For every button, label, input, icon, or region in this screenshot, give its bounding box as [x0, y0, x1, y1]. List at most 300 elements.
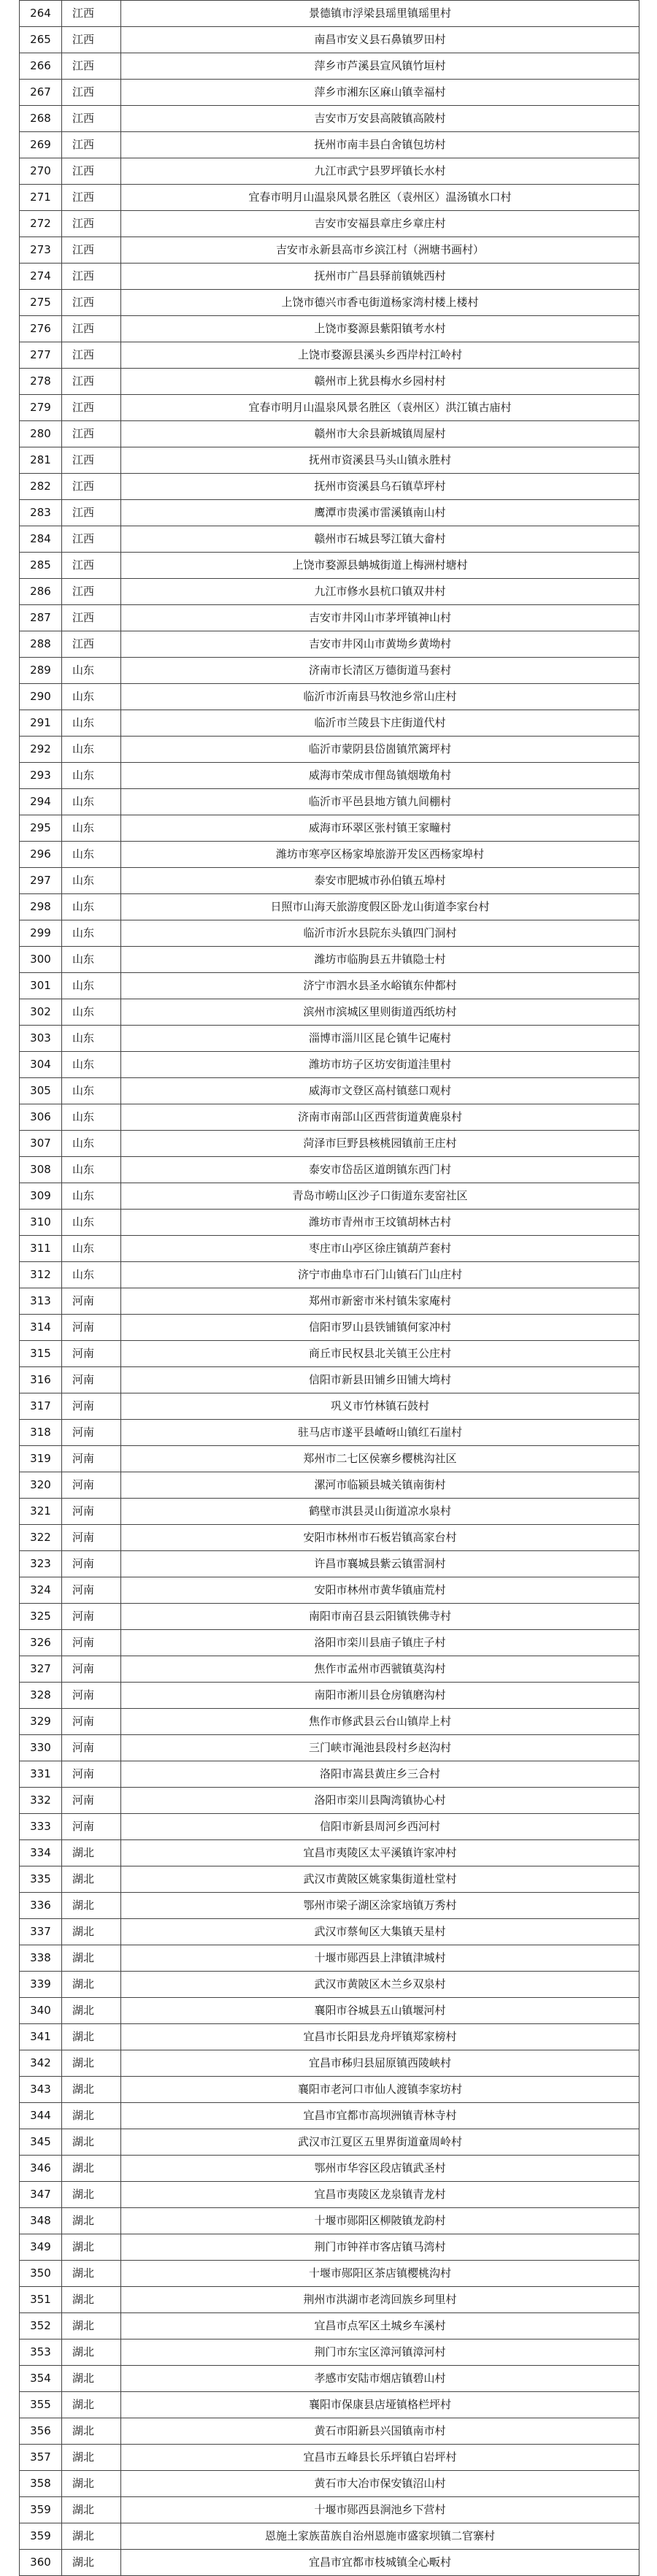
row-number: 321 [20, 1499, 62, 1525]
table-row [20, 1761, 639, 1788]
row-province: 湖北 [62, 1840, 121, 1866]
row-province: 山东 [62, 1183, 121, 1210]
row-province: 河南 [62, 1788, 121, 1814]
table-row [20, 763, 639, 789]
row-province: 河南 [62, 1604, 121, 1630]
row-village-name: 洛阳市栾川县陶湾镇协心村 [121, 1788, 639, 1814]
table-row [20, 1052, 639, 1078]
row-village-name: 滨州市滨城区里则街道西纸坊村 [121, 999, 639, 1026]
table-row [20, 237, 639, 264]
row-province: 江西 [62, 264, 121, 290]
table-row [20, 973, 639, 999]
table-row [20, 1814, 639, 1840]
table-row [20, 868, 639, 894]
table-row [20, 395, 639, 421]
row-number: 346 [20, 2156, 62, 2182]
row-province: 湖北 [62, 2366, 121, 2392]
row-number: 341 [20, 2024, 62, 2050]
row-village-name: 黄石市阳新县兴国镇南市村 [121, 2418, 639, 2445]
table-row [20, 1945, 639, 1972]
table-row [20, 2050, 639, 2077]
table-row [20, 1866, 639, 1893]
row-province: 河南 [62, 1656, 121, 1683]
row-province: 河南 [62, 1630, 121, 1656]
row-province: 河南 [62, 1735, 121, 1761]
row-number: 328 [20, 1683, 62, 1709]
row-number: 302 [20, 999, 62, 1026]
row-village-name: 上饶市婺源县溪头乡西岸村江岭村 [121, 342, 639, 369]
table-row [20, 920, 639, 947]
row-number: 285 [20, 553, 62, 579]
row-village-name: 宜昌市秭归县屈原镇西陵峡村 [121, 2050, 639, 2077]
row-province: 河南 [62, 1551, 121, 1577]
row-province: 江西 [62, 474, 121, 500]
table-row [20, 290, 639, 316]
row-province: 河南 [62, 1341, 121, 1367]
row-village-name: 威海市荣成市俚岛镇烟墩角村 [121, 763, 639, 789]
table-row [20, 894, 639, 920]
table-row [20, 553, 639, 579]
row-number: 331 [20, 1761, 62, 1788]
row-village-name: 济南市长清区万德街道马套村 [121, 658, 639, 684]
row-village-name: 鄂州市华容区段店镇武圣村 [121, 2156, 639, 2182]
table-row [20, 1393, 639, 1420]
table-row [20, 789, 639, 815]
table-row [20, 474, 639, 500]
row-province: 湖北 [62, 2523, 121, 2550]
row-village-name: 南阳市淅川县仓房镇磨沟村 [121, 1683, 639, 1709]
row-province: 江西 [62, 185, 121, 211]
table-row [20, 1078, 639, 1104]
row-number: 349 [20, 2234, 62, 2261]
table-row [20, 1893, 639, 1919]
row-village-name: 漯河市临颍县城关镇南街村 [121, 1472, 639, 1499]
row-number: 284 [20, 526, 62, 553]
row-number: 298 [20, 894, 62, 920]
table-row [20, 2418, 639, 2445]
row-village-name: 九江市修水县杭口镇双井村 [121, 579, 639, 605]
row-number: 351 [20, 2287, 62, 2313]
row-village-name: 鹤壁市淇县灵山街道凉水泉村 [121, 1499, 639, 1525]
table-row [20, 2261, 639, 2287]
row-number: 343 [20, 2077, 62, 2103]
row-village-name: 抚州市广昌县驿前镇姚西村 [121, 264, 639, 290]
row-province: 江西 [62, 106, 121, 132]
row-village-name: 淄博市淄川区昆仑镇牛记庵村 [121, 1026, 639, 1052]
row-province: 江西 [62, 211, 121, 237]
table-row [20, 316, 639, 342]
row-village-name: 信阳市新县田铺乡田铺大塆村 [121, 1367, 639, 1393]
row-number: 295 [20, 815, 62, 842]
row-province: 湖北 [62, 2550, 121, 2576]
row-province: 江西 [62, 342, 121, 369]
row-village-name: 焦作市孟州市西虢镇莫沟村 [121, 1656, 639, 1683]
row-number: 335 [20, 1866, 62, 1893]
row-village-name: 上饶市德兴市香屯街道杨家湾村楼上楼村 [121, 290, 639, 316]
row-number: 311 [20, 1236, 62, 1262]
table-row [20, 369, 639, 395]
table-row [20, 2077, 639, 2103]
row-village-name: 襄阳市谷城县五山镇堰河村 [121, 1998, 639, 2024]
row-province: 河南 [62, 1472, 121, 1499]
row-province: 江西 [62, 290, 121, 316]
row-number: 339 [20, 1972, 62, 1998]
row-number: 279 [20, 395, 62, 421]
row-number: 271 [20, 185, 62, 211]
row-number: 305 [20, 1078, 62, 1104]
row-number: 326 [20, 1630, 62, 1656]
table-row [20, 947, 639, 973]
row-province: 河南 [62, 1761, 121, 1788]
row-number: 288 [20, 631, 62, 658]
row-province: 山东 [62, 789, 121, 815]
row-province: 湖北 [62, 1945, 121, 1972]
table-row [20, 2182, 639, 2208]
row-province: 湖北 [62, 2024, 121, 2050]
table-row [20, 1026, 639, 1052]
row-province: 湖北 [62, 2418, 121, 2445]
table-row [20, 710, 639, 737]
row-village-name: 十堰市郧西县上津镇津城村 [121, 1945, 639, 1972]
row-village-name: 萍乡市芦溪县宣风镇竹垣村 [121, 53, 639, 80]
row-village-name: 洛阳市嵩县黄庄乡三合村 [121, 1761, 639, 1788]
table-row [20, 579, 639, 605]
row-province: 湖北 [62, 2471, 121, 2497]
row-province: 湖北 [62, 2392, 121, 2418]
row-province: 山东 [62, 710, 121, 737]
table-row [20, 2208, 639, 2234]
row-village-name: 宜昌市宜都市高坝洲镇青林寺村 [121, 2103, 639, 2129]
row-province: 江西 [62, 80, 121, 106]
row-province: 河南 [62, 1683, 121, 1709]
row-province: 湖北 [62, 2208, 121, 2234]
row-village-name: 鄂州市梁子湖区涂家垴镇万秀村 [121, 1893, 639, 1919]
row-village-name: 临沂市蒙阴县岱崮镇笊篱坪村 [121, 737, 639, 763]
row-province: 河南 [62, 1367, 121, 1393]
row-province: 湖北 [62, 2182, 121, 2208]
row-number: 277 [20, 342, 62, 369]
table-row [20, 27, 639, 53]
row-village-name: 潍坊市临朐县五井镇隐士村 [121, 947, 639, 973]
row-village-name: 宜昌市点军区土城乡车溪村 [121, 2313, 639, 2339]
table-row [20, 2024, 639, 2050]
row-number: 289 [20, 658, 62, 684]
row-province: 河南 [62, 1709, 121, 1735]
row-number: 303 [20, 1026, 62, 1052]
table-row [20, 2497, 639, 2523]
row-village-name: 景德镇市浮梁县瑶里镇瑶里村 [121, 1, 639, 27]
row-number: 340 [20, 1998, 62, 2024]
table-row [20, 2392, 639, 2418]
row-number: 310 [20, 1210, 62, 1236]
row-village-name: 武汉市黄陂区姚家集街道杜堂村 [121, 1866, 639, 1893]
row-village-name: 信阳市罗山县铁铺镇何家冲村 [121, 1315, 639, 1341]
row-province: 江西 [62, 53, 121, 80]
row-province: 河南 [62, 1315, 121, 1341]
row-number: 355 [20, 2392, 62, 2418]
row-village-name: 临沂市兰陵县卞庄街道代村 [121, 710, 639, 737]
table-row [20, 1367, 639, 1393]
row-province: 山东 [62, 658, 121, 684]
row-number: 308 [20, 1157, 62, 1183]
table-row [20, 1472, 639, 1499]
row-village-name: 九江市武宁县罗坪镇长水村 [121, 158, 639, 185]
row-province: 江西 [62, 369, 121, 395]
row-province: 江西 [62, 605, 121, 631]
row-number: 329 [20, 1709, 62, 1735]
table-row [20, 1788, 639, 1814]
row-village-name: 抚州市南丰县白舍镇包坊村 [121, 132, 639, 158]
row-village-name: 十堰市郧阳区茶店镇樱桃沟村 [121, 2261, 639, 2287]
row-province: 山东 [62, 868, 121, 894]
row-province: 湖北 [62, 2050, 121, 2077]
row-province: 湖北 [62, 2313, 121, 2339]
table-row [20, 631, 639, 658]
row-village-name: 黄石市大冶市保安镇沼山村 [121, 2471, 639, 2497]
table-row [20, 1, 639, 27]
row-village-name: 焦作市修武县云台山镇岸上村 [121, 1709, 639, 1735]
table-row [20, 211, 639, 237]
row-village-name: 宜昌市五峰县长乐坪镇白岩坪村 [121, 2445, 639, 2471]
row-village-name: 日照市山海天旅游度假区卧龙山街道李家台村 [121, 894, 639, 920]
row-province: 湖北 [62, 2287, 121, 2313]
row-village-name: 临沂市平邑县地方镇九间棚村 [121, 789, 639, 815]
table-row [20, 1709, 639, 1735]
row-number: 281 [20, 447, 62, 474]
row-village-name: 吉安市安福县章庄乡章庄村 [121, 211, 639, 237]
row-number: 332 [20, 1788, 62, 1814]
row-village-name: 南昌市安义县石鼻镇罗田村 [121, 27, 639, 53]
row-number: 269 [20, 132, 62, 158]
row-province: 山东 [62, 920, 121, 947]
row-village-name: 吉安市井冈山市茅坪镇神山村 [121, 605, 639, 631]
row-province: 江西 [62, 579, 121, 605]
table-row [20, 2471, 639, 2497]
row-village-name: 武汉市黄陂区木兰乡双泉村 [121, 1972, 639, 1998]
row-number: 322 [20, 1525, 62, 1551]
row-number: 323 [20, 1551, 62, 1577]
row-province: 河南 [62, 1814, 121, 1840]
table-row [20, 53, 639, 80]
row-province: 湖北 [62, 2445, 121, 2471]
row-province: 山东 [62, 815, 121, 842]
row-province: 江西 [62, 395, 121, 421]
row-number: 270 [20, 158, 62, 185]
row-village-name: 武汉市江夏区五里界街道童周岭村 [121, 2129, 639, 2156]
row-village-name: 上饶市婺源县蚺城街道上梅洲村塘村 [121, 553, 639, 579]
row-province: 江西 [62, 631, 121, 658]
row-province: 山东 [62, 1078, 121, 1104]
table-row [20, 1972, 639, 1998]
row-village-name: 洛阳市栾川县庙子镇庄子村 [121, 1630, 639, 1656]
row-number: 273 [20, 237, 62, 264]
table-row [20, 1525, 639, 1551]
table-row [20, 1840, 639, 1866]
table-row [20, 2103, 639, 2129]
row-village-name: 巩义市竹林镇石鼓村 [121, 1393, 639, 1420]
table-row [20, 1577, 639, 1604]
row-number: 324 [20, 1577, 62, 1604]
row-village-name: 抚州市资溪县马头山镇永胜村 [121, 447, 639, 474]
row-province: 山东 [62, 1157, 121, 1183]
table-row [20, 2366, 639, 2392]
row-province: 山东 [62, 1026, 121, 1052]
table-row [20, 1919, 639, 1945]
row-number: 296 [20, 842, 62, 868]
row-province: 河南 [62, 1420, 121, 1446]
row-province: 湖北 [62, 2103, 121, 2129]
row-village-name: 潍坊市坊子区坊安街道洼里村 [121, 1052, 639, 1078]
row-number: 268 [20, 106, 62, 132]
row-province: 湖北 [62, 1972, 121, 1998]
row-village-name: 吉安市万安县高陂镇高陂村 [121, 106, 639, 132]
table-row [20, 1683, 639, 1709]
row-village-name: 上饶市婺源县紫阳镇考水村 [121, 316, 639, 342]
row-province: 江西 [62, 500, 121, 526]
row-number: 352 [20, 2313, 62, 2339]
row-village-name: 吉安市井冈山市黄坳乡黄坳村 [121, 631, 639, 658]
row-village-name: 威海市环翠区张村镇王家疃村 [121, 815, 639, 842]
row-number: 336 [20, 1893, 62, 1919]
row-province: 湖北 [62, 2156, 121, 2182]
row-village-name: 襄阳市保康县店垭镇格栏坪村 [121, 2392, 639, 2418]
table-row [20, 1157, 639, 1183]
row-province: 山东 [62, 1104, 121, 1131]
row-province: 山东 [62, 947, 121, 973]
table-row [20, 80, 639, 106]
table-row [20, 1341, 639, 1367]
table-row [20, 1183, 639, 1210]
row-province: 湖北 [62, 1919, 121, 1945]
row-number: 342 [20, 2050, 62, 2077]
table-row [20, 158, 639, 185]
row-number: 344 [20, 2103, 62, 2129]
row-number: 347 [20, 2182, 62, 2208]
table-row [20, 1551, 639, 1577]
row-number: 320 [20, 1472, 62, 1499]
table-row [20, 1288, 639, 1315]
row-village-name: 武汉市蔡甸区大集镇天星村 [121, 1919, 639, 1945]
row-village-name: 襄阳市老河口市仙人渡镇李家坊村 [121, 2077, 639, 2103]
table-row [20, 500, 639, 526]
row-province: 湖北 [62, 2261, 121, 2287]
table-row [20, 342, 639, 369]
row-village-name: 威海市文登区高村镇慈口观村 [121, 1078, 639, 1104]
row-village-name: 鹰潭市贵溪市雷溪镇南山村 [121, 500, 639, 526]
table-row [20, 1998, 639, 2024]
row-village-name: 孝感市安陆市烟店镇碧山村 [121, 2366, 639, 2392]
row-province: 河南 [62, 1577, 121, 1604]
row-number: 315 [20, 1341, 62, 1367]
row-village-name: 青岛市崂山区沙子口街道东麦窑社区 [121, 1183, 639, 1210]
table-row [20, 684, 639, 710]
row-province: 山东 [62, 1052, 121, 1078]
village-list-body [20, 1, 639, 2576]
row-province: 江西 [62, 316, 121, 342]
table-row [20, 106, 639, 132]
row-number: 282 [20, 474, 62, 500]
table-row [20, 2287, 639, 2313]
table-row [20, 264, 639, 290]
table-row [20, 1499, 639, 1525]
table-row [20, 2234, 639, 2261]
row-province: 河南 [62, 1393, 121, 1420]
row-number: 312 [20, 1262, 62, 1288]
row-number: 306 [20, 1104, 62, 1131]
row-number: 356 [20, 2418, 62, 2445]
row-number: 264 [20, 1, 62, 27]
row-village-name: 荆门市东宝区漳河镇漳河村 [121, 2339, 639, 2366]
table-row [20, 1420, 639, 1446]
row-number: 334 [20, 1840, 62, 1866]
row-village-name: 枣庄市山亭区徐庄镇葫芦套村 [121, 1236, 639, 1262]
table-row [20, 185, 639, 211]
table-row [20, 1735, 639, 1761]
table-row [20, 2523, 639, 2550]
table-row [20, 1315, 639, 1341]
village-list-table [19, 0, 639, 2576]
row-number: 313 [20, 1288, 62, 1315]
row-village-name: 恩施土家族苗族自治州恩施市盛家坝镇二官寨村 [121, 2523, 639, 2550]
row-village-name: 宜昌市宜都市枝城镇全心畈村 [121, 2550, 639, 2576]
row-village-name: 济宁市泗水县圣水峪镇东仲都村 [121, 973, 639, 999]
row-province: 湖北 [62, 1893, 121, 1919]
table-row [20, 1604, 639, 1630]
row-village-name: 宜昌市长阳县龙舟坪镇郑家榜村 [121, 2024, 639, 2050]
row-number: 350 [20, 2261, 62, 2287]
row-province: 山东 [62, 1210, 121, 1236]
row-number: 283 [20, 500, 62, 526]
row-number: 278 [20, 369, 62, 395]
table-row [20, 421, 639, 447]
row-number: 266 [20, 53, 62, 80]
row-village-name: 宜春市明月山温泉风景名胜区（袁州区）温汤镇水口村 [121, 185, 639, 211]
row-village-name: 十堰市郧阳区柳陂镇龙韵村 [121, 2208, 639, 2234]
row-number: 359 [20, 2523, 62, 2550]
row-province: 湖北 [62, 2234, 121, 2261]
row-province: 江西 [62, 132, 121, 158]
row-village-name: 驻马店市遂平县嵖岈山镇红石崖村 [121, 1420, 639, 1446]
row-number: 314 [20, 1315, 62, 1341]
row-province: 江西 [62, 237, 121, 264]
row-province: 湖北 [62, 2497, 121, 2523]
row-province: 山东 [62, 684, 121, 710]
row-province: 湖北 [62, 2077, 121, 2103]
row-province: 江西 [62, 27, 121, 53]
row-province: 江西 [62, 526, 121, 553]
row-province: 江西 [62, 1, 121, 27]
row-village-name: 潍坊市青州市王坟镇胡林古村 [121, 1210, 639, 1236]
row-village-name: 十堰市郧西县涧池乡下营村 [121, 2497, 639, 2523]
row-province: 湖北 [62, 1866, 121, 1893]
row-province: 江西 [62, 553, 121, 579]
row-province: 山东 [62, 1236, 121, 1262]
row-village-name: 三门峡市渑池县段村乡赵沟村 [121, 1735, 639, 1761]
row-village-name: 宜昌市夷陵区龙泉镇青龙村 [121, 2182, 639, 2208]
row-number: 293 [20, 763, 62, 789]
row-number: 325 [20, 1604, 62, 1630]
row-province: 山东 [62, 999, 121, 1026]
table-row [20, 1630, 639, 1656]
row-number: 357 [20, 2445, 62, 2471]
row-number: 307 [20, 1131, 62, 1157]
table-row [20, 842, 639, 868]
row-province: 山东 [62, 973, 121, 999]
row-number: 287 [20, 605, 62, 631]
row-village-name: 济宁市曲阜市石门山镇石门山庄村 [121, 1262, 639, 1288]
row-number: 291 [20, 710, 62, 737]
row-number: 353 [20, 2339, 62, 2366]
